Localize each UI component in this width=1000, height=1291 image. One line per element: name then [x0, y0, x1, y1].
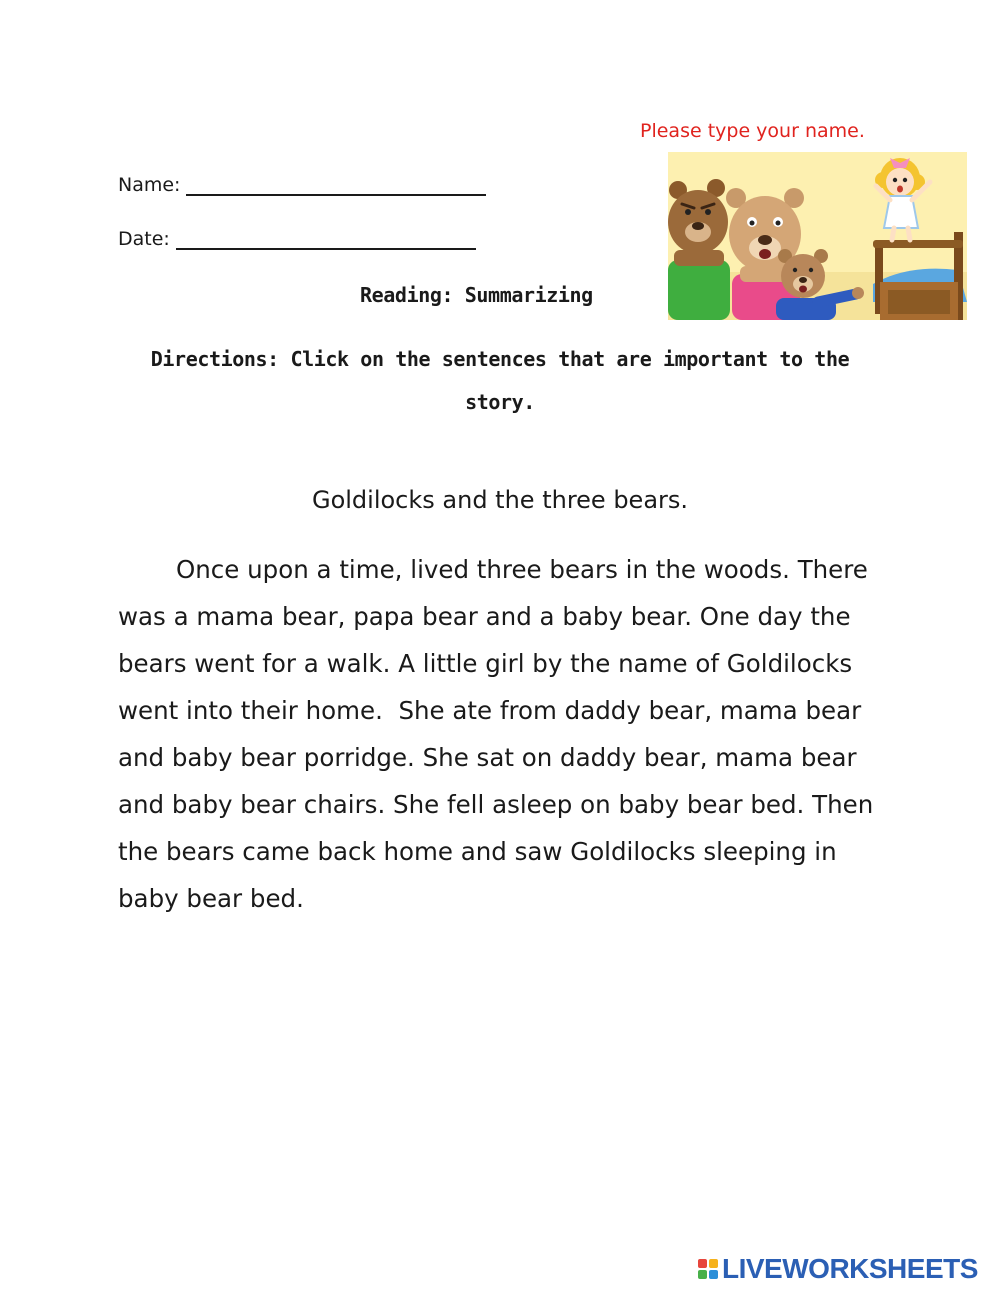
worksheet-heading: Reading: Summarizing	[360, 283, 593, 307]
instruction-text: Please type your name.	[640, 120, 865, 142]
story-sentence[interactable]: She ate from daddy bear, mama bear and baby bear porridge.	[118, 696, 862, 772]
liveworksheets-logo[interactable]	[698, 1253, 978, 1285]
name-label: Name:	[118, 174, 181, 196]
story-sentence[interactable]: One day the bears went for a walk.	[118, 602, 851, 678]
logo-blocks-icon	[698, 1259, 718, 1279]
story-sentence[interactable]: She fell asleep on baby bear bed.	[393, 790, 805, 819]
logo-text: LIVEWORKSHEETS	[722, 1253, 978, 1284]
three-bears-illustration	[668, 152, 967, 320]
story-sentence[interactable]: A little girl by the name of Goldilocks went into their home.	[118, 649, 853, 725]
date-field[interactable]	[176, 228, 476, 250]
name-row	[118, 174, 486, 196]
date-label: Date:	[118, 228, 170, 250]
name-field[interactable]	[186, 174, 486, 196]
directions-text: Directions: Click on the sentences that are important to the story.	[150, 347, 850, 414]
story-sentence[interactable]: Then the bears came back home and saw Goldilocks sleeping in baby bear bed.	[118, 790, 874, 913]
story-sentence[interactable]: Once upon a time, lived three bears in the woods.	[176, 555, 790, 584]
story-text	[118, 546, 888, 922]
story-sentence[interactable]: She sat on daddy bear, mama bear and baby bear chairs.	[118, 743, 857, 819]
story-title: Goldilocks and the three bears.	[311, 486, 689, 514]
date-row	[118, 228, 476, 250]
story-sentence[interactable]: There was a mama bear, papa bear and a baby bear.	[118, 555, 868, 631]
